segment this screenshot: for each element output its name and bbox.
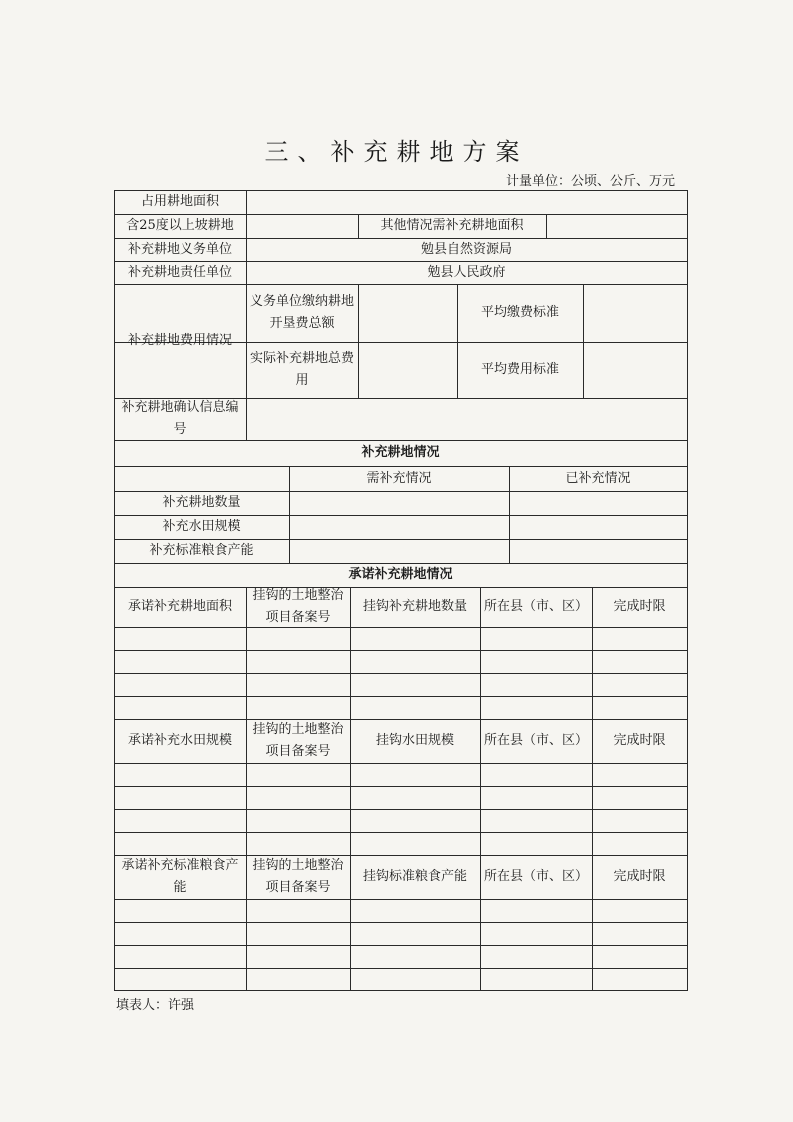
table-rule [457,284,458,399]
page-title: 三、补充耕地方案 [264,138,529,166]
table-rule [246,190,247,441]
table-rule [114,673,688,674]
fee-paid-total-label: 义务单位缴纳耕地开垦费总额 [249,294,354,331]
table-rule [114,696,688,697]
table-rule [114,650,688,651]
table-rule [246,855,247,991]
avg-cost-std-label: 平均费用标准 [480,362,559,377]
commit-header-cell: 挂钩的土地整治项目备案号 [252,722,344,759]
commit-header-cell: 挂钩的土地整治项目备案号 [252,858,344,895]
supplement-row-label: 补充标准粮食产能 [149,543,254,558]
commit-header-cell: 挂钩的土地整治项目备案号 [252,588,344,625]
col-needed-header: 需补充情况 [366,470,432,486]
table-rule [546,214,547,239]
commit-header-cell: 完成时限 [613,599,666,614]
commit-header-cell: 承诺补充标准粮食产能 [121,858,239,895]
table-rule [114,922,688,923]
table-rule [358,284,359,399]
commit-header-cell: 所在县（市、区） [483,869,588,884]
supplement-row-label: 补充耕地数量 [162,495,241,510]
table-rule [114,627,688,628]
table-rule [480,587,481,720]
table-border-left [114,190,115,991]
commit-header-cell: 挂钩标准粮食产能 [362,869,467,884]
table-rule [114,763,688,764]
obligation-unit-value: 勉县自然资源局 [420,241,512,257]
table-rule [114,899,688,900]
table-rule [592,587,593,720]
table-rule [509,466,510,564]
table-rule [592,719,593,856]
confirm-info-label: 补充耕地确认信息编号 [121,400,239,437]
supplement-section-heading: 补充耕地情况 [361,445,440,460]
commit-header-cell: 挂钩补充耕地数量 [362,599,467,614]
table-rule [114,786,688,787]
fee-situation-label: 补充耕地费用情况 [127,333,232,348]
commit-header-cell: 挂钩水田规模 [375,733,454,748]
table-rule [592,855,593,991]
table-rule [350,587,351,720]
table-rule [358,214,359,239]
responsible-unit-label: 补充耕地责任单位 [127,264,232,280]
commit-header-cell: 承诺补充水田规模 [127,733,232,748]
table-border-right [687,190,688,991]
col-done-header: 已补充情况 [565,470,631,486]
table-rule [114,968,688,969]
commit-header-cell: 所在县（市、区） [483,599,588,614]
commit-section-heading: 承诺补充耕地情况 [348,567,453,582]
table-rule [114,990,688,991]
table-rule [350,719,351,856]
table-rule [114,832,688,833]
form-filler: 填表人：许强 [116,998,195,1013]
actual-total-label: 实际补充耕地总费用 [249,351,354,388]
table-rule [350,855,351,991]
supplement-row-label: 补充水田规模 [162,519,241,534]
table-rule [114,809,688,810]
unit-note: 计量单位：公顷、公斤、万元 [505,174,675,189]
commit-header-cell: 完成时限 [613,869,666,884]
responsible-unit-value: 勉县人民政府 [427,264,506,280]
commit-header-cell: 完成时限 [613,733,666,748]
table-rule [246,719,247,856]
table-rule [480,855,481,991]
obligation-unit-label: 补充耕地义务单位 [127,241,232,257]
table-rule [480,719,481,856]
table-rule [289,466,290,564]
table-rule [246,587,247,720]
occupied-area-label: 占用耕地面积 [140,194,219,209]
slope-25-label: 含25度以上坡耕地 [126,218,234,233]
table-rule [583,284,584,399]
table-rule [114,945,688,946]
avg-payment-std-label: 平均缴费标准 [480,305,559,320]
commit-header-cell: 所在县（市、区） [483,733,588,748]
other-supplement-label: 其他情况需补充耕地面积 [380,218,524,233]
commit-header-cell: 承诺补充耕地面积 [127,599,232,614]
